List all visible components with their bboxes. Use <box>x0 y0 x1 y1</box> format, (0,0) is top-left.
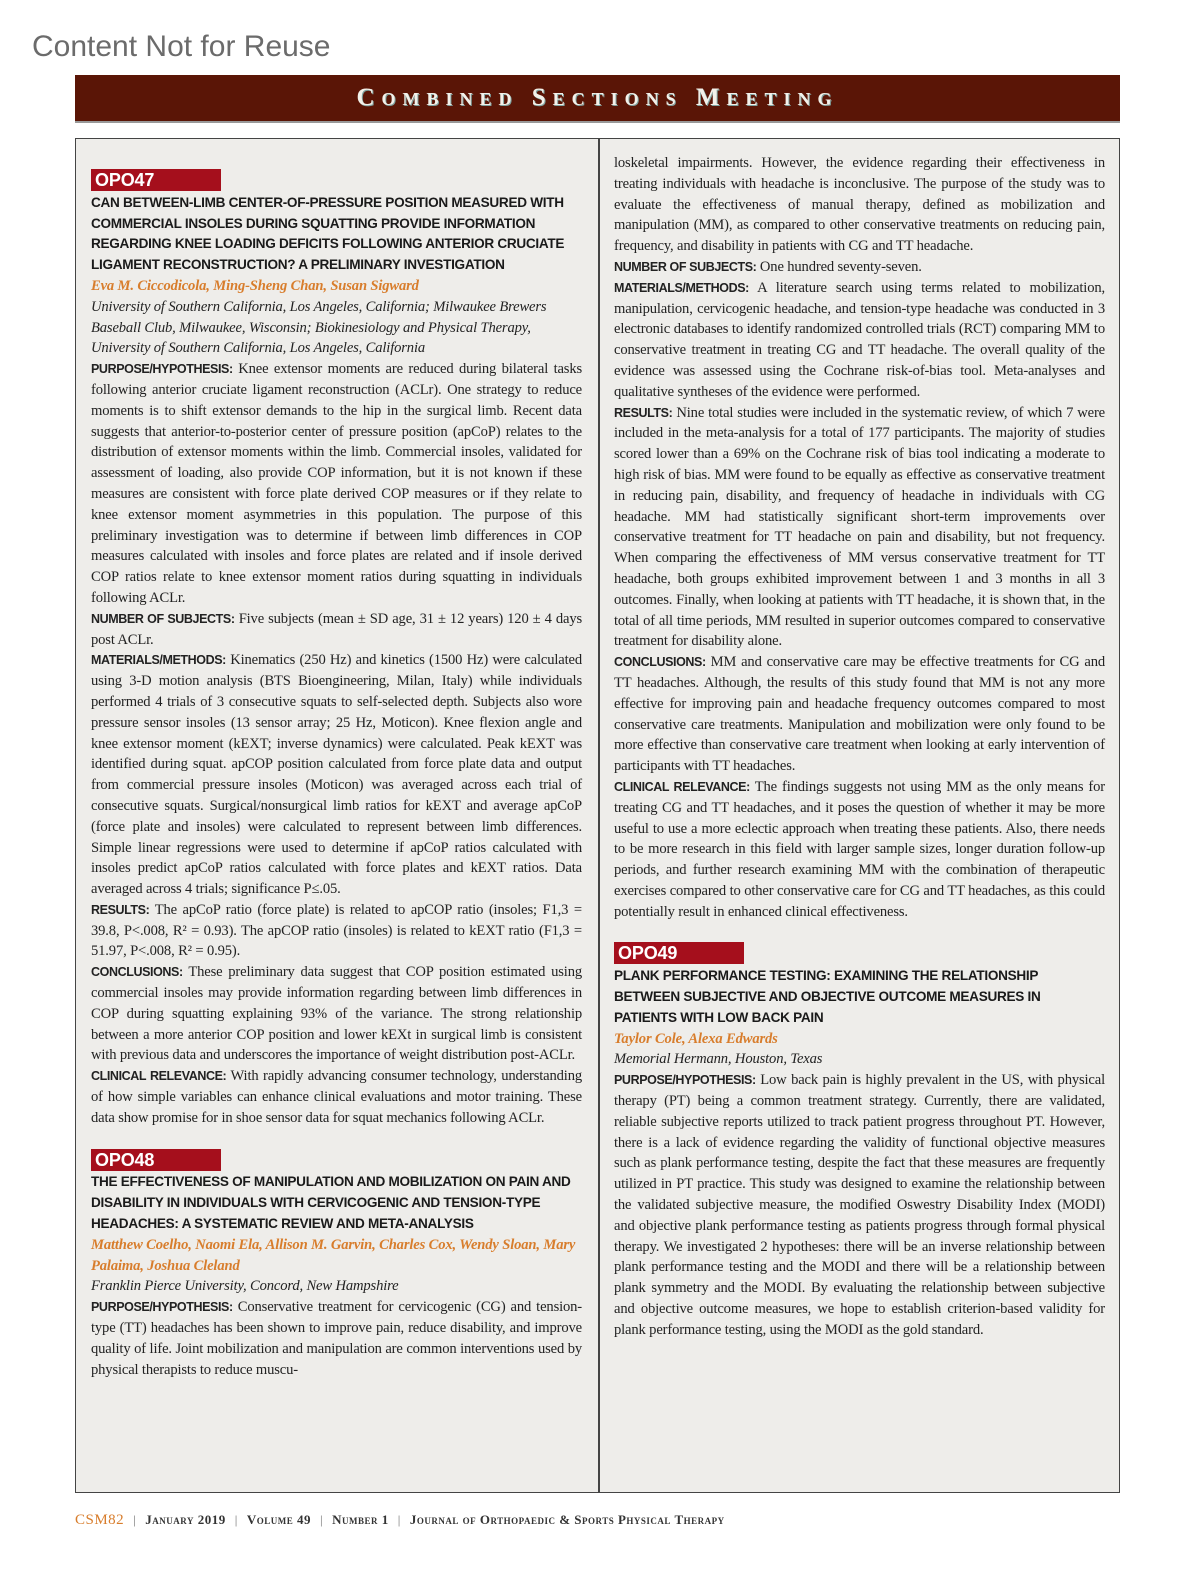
left-column <box>91 167 582 1380</box>
abstract-affiliation: Memorial Hermann, Houston, Texas <box>614 1051 823 1068</box>
section-label: RESULTS: <box>614 405 673 420</box>
issue-number: Number 1 <box>332 1512 389 1527</box>
right-column <box>614 153 1105 1341</box>
section-purpose <box>91 359 582 609</box>
journal-name: Journal of Orthopaedic & Sports Physical Therapy <box>409 1512 725 1527</box>
abstract-opo47 <box>91 167 582 1129</box>
section-purpose <box>614 1070 1105 1340</box>
section-label: NUMBER OF SUBJECTS: <box>91 611 235 626</box>
section-text: Nine total studies were included in the systematic review, of which 7 were included in the meta-analysis for a total of 177 participants. The majority of studies scored lower than a 69% on the Cochrane risk of bias tool indicating a moderate to high risk of bias. MM were found to be equally as effective as conservative treatment in reducing pain, disability, and frequency of headache in individuals with CG headache. MM had statistically significant short-term improvements over conservative treatment for TT headache on pain and disability, but not frequency. When comparing the effectiveness of MM versus conservative treatment for TT headache, both groups exhibited improvement between 1 and 3 months in all 3 outcomes. Finally, when looking at patients with TT headache, it is shown that, in the total of all time periods, MM resulted in superior outcomes compared to conservative treatment for disability alone. <box>614 404 1106 650</box>
section-text: Five subjects (mean ± SD age, 31 ± 12 years) 120 ± 4 days post ACLr. <box>91 610 583 648</box>
section-text: MM and conservative care may be effective treatments for CG and TT headaches. Although, the results of this study found that MM is not any more effective for improving pain and headache frequency outcomes compared to most conservative care treatments. Manipulation and mobilization were only found to be more effective than conservative care treatment when looking at early intervention of participants with TT headaches. <box>614 654 1105 775</box>
section-results <box>614 403 1105 653</box>
section-text: One hundred seventy-seven. <box>759 258 922 275</box>
section-subjects <box>614 257 1105 278</box>
abstract-tag: OPO48 <box>91 1149 221 1171</box>
banner-title: Combined Sections Meeting <box>356 84 839 111</box>
issue-date: January 2019 <box>145 1512 226 1527</box>
abstract-opo49 <box>614 940 1105 1340</box>
page-footer: CSM82 | January 2019 | Volume 49 | Number 1 | Journal of Orthopaedic & Sports Physical Therapy <box>75 1512 725 1528</box>
section-text: With rapidly advancing consumer technology, understanding of how simple variables can enhance clinical evaluations and motor training. These data show promise for in shoe sensor data for squat mechanics following ACLr. <box>91 1068 582 1126</box>
abstract-tag: OPO49 <box>614 942 744 964</box>
section-text: These preliminary data suggest that COP position estimated using commercial insoles may provide information regarding between limb differences in COP during squatting explaining 93% of the variance. The strong relationship between a more anterior COP position and lower kEXt in surgical limb is consistent with previous data and underscores the importance of weight distribution post-ACLr. <box>91 964 582 1064</box>
section-subjects <box>91 609 582 651</box>
section-purpose <box>91 1297 582 1380</box>
abstract-title: PLANK PERFORMANCE TESTING: EXAMINING THE RELATIONSHIP BETWEEN SUBJECTIVE AND OBJECTIVE OUTCOME MEASURES IN PATIENTS WITH LOW BACK PAIN <box>614 968 1041 1025</box>
column-divider <box>598 139 600 1492</box>
section-label: MATERIALS/METHODS: <box>91 653 226 668</box>
section-text: The findings suggests not using MM as the only means for treating CG and TT headaches, and it poses the question of whether it may be more useful to use a more eclectic approach when treating these patients. Also, there needs to be more research in this field with larger sample sizes, longer duration follow-up periods, and further research examining MM with the combination of therapeutic exercises compared to other conservative care for CG and TT headaches, as this could potentially result in enhanced clinical effectiveness. <box>614 778 1105 920</box>
abstract-title: CAN BETWEEN-LIMB CENTER-OF-PRESSURE POSITION MEASURED WITH COMMERCIAL INSOLES DURING SQUATTING PROVIDE INFORMATION REGARDING KNEE LOADING DEFICITS FOLLOWING ANTERIOR CRUCIATE LIGAMENT RECONSTRUCTION? A PRELIMINARY INVESTIGATION <box>91 194 565 273</box>
section-label: RESULTS: <box>91 902 150 917</box>
section-conclusions <box>614 652 1105 777</box>
abstract-opo48 <box>91 1147 582 1381</box>
section-text: Low back pain is highly prevalent in the US, with physical therapy (PT) being a common treatment strategy. Currently, there are validated, reliable subjective reports utilized to track patient progress throughout PT. However, there is a lack of evidence regarding the validity of functional objective measures such as plank performance testing, despite the fact that these measures are frequently utilized in PT practice. This study was designed to examine the relationship between the validated subjective measure, the modified Oswestry Disability Index (MODI) and objective plank performance testing as patients progress through formal physical therapy. We investigated 2 hypotheses: there will be an inverse relationship between plank performance testing and the MODI and there will be a relationship between plank symmetry and the MODI. By evaluating the relationship between subjective and objective outcome measures, we hope to establish criterion-based validity for plank performance testing, using the MODI as the gold standard. <box>614 1072 1105 1338</box>
section-label: MATERIALS/METHODS: <box>614 280 749 295</box>
abstract-authors: Matthew Coelho, Naomi Ela, Allison M. Garvin, Charles Cox, Wendy Sloan, Mary Palaima, Joshua Cleland <box>91 1236 576 1274</box>
section-methods <box>91 650 582 900</box>
abstract-title: THE EFFECTIVENESS OF MANIPULATION AND MOBILIZATION ON PAIN AND DISABILITY IN INDIVIDUALS WITH CERVICOGENIC AND TENSION-TYPE HEADACHES: A SYSTEMATIC REVIEW AND META-ANALYSIS <box>91 1174 571 1232</box>
section-label: CLINICAL RELEVANCE: <box>91 1069 227 1084</box>
page-number: CSM82 <box>75 1512 125 1528</box>
section-label: PURPOSE/HYPOTHESIS: <box>91 1300 233 1315</box>
section-relevance <box>614 777 1105 923</box>
section-text: A literature search using terms related to mobilization, manipulation, cervicogenic headache, and tension-type headache was conducted in 3 electronic databases to identify randomized controlled trials (RCT) comparing MM to conservative treatment in treating CG and TT headache. The overall quality of the evidence was assessed using the Cochrane risk-of-bias tool. Meta-analyses and qualitative syntheses of the evidence were performed. <box>614 279 1105 400</box>
watermark: Content Not for Reuse <box>32 30 331 63</box>
section-relevance <box>91 1066 582 1128</box>
section-text: Kinematics (250 Hz) and kinetics (1500 Hz) were calculated using 3-D motion analysis (BTS Bioengineering, Milan, Italy) while individuals performed 4 trials of 3 consecutive squats to self-selected depth. Subjects also wore pressure sensor insoles (13 sensor array; 25 Hz, Moticon). Knee flexion angle and knee extensor moment (kEXT; inverse dynamics) were calculated. Peak kEXT was identified during squat. apCOP position calculated from force plate data and output from commercial pressure insoles (Moticon) was averaged across each trial of consecutive squats. Surgical/nonsurgical limb ratios for kEXT and average apCoP (force plate and insoles) were calculated to represent between limb differences. Simple linear regressions were used to determine if apCoP ratios calculated with insoles predict apCoP ratios calculated with force plates and kEXT ratios. Data averaged across 4 trials; significance P≤.05. <box>91 652 583 898</box>
abstract-authors: Taylor Cole, Alexa Edwards <box>614 1030 778 1047</box>
abstract-affiliation: Franklin Pierce University, Concord, New Hampshire <box>91 1278 399 1295</box>
section-label: PURPOSE/HYPOTHESIS: <box>91 362 233 377</box>
abstract-tag: OPO47 <box>91 169 221 191</box>
section-label: CLINICAL RELEVANCE: <box>614 779 750 794</box>
section-banner <box>75 75 1120 123</box>
section-conclusions <box>91 962 582 1066</box>
section-label: CONCLUSIONS: <box>91 965 183 980</box>
section-text: Knee extensor moments are reduced during bilateral tasks following anterior cruciate ligament reconstruction (ACLr). One strategy to reduce moments is to shift extensor demands to the hip in the surgical limb. Recent data suggests that anterior-to-posterior center of pressure position (apCoP) relates to the distribution of extensor moments within the limb. Commercial insoles, validated for assessment of loading, also provide COP information, but it is not known if these measures are consistent with force plate derived COP measures or if they relate to knee extensor moment asymmetries in this population. The purpose of this preliminary investigation was to determine if between limb differences in COP measures calculated with insoles and force plates are related and if insole derived COP ratios relate to knee extensor moment ratios during squatting in individuals following ACLr. <box>91 361 583 606</box>
abstract-affiliation: University of Southern California, Los Angeles, California; Milwaukee Brewers Baseball Club, Milwaukee, Wisconsin; Biokinesiology and Physical Therapy, University of Southern California, Los Angeles, California <box>91 298 547 357</box>
section-methods <box>614 278 1105 403</box>
section-results <box>91 900 582 962</box>
volume: Volume 49 <box>246 1512 311 1527</box>
abstract-authors: Eva M. Ciccodicola, Ming-Sheng Chan, Susan Sigward <box>91 277 419 294</box>
continuation-text: loskeletal impairments. However, the evidence regarding their effectiveness in treating individuals with headache is inconclusive. The purpose of the study was to evaluate the effectiveness of manual therapy, defined as mobilization and manipulation (MM), as compared to other conservative treatments on reducing pain, frequency, and disability in patients with CG and TT headache. <box>614 155 1105 255</box>
section-text: Conservative treatment for cervicogenic (CG) and tension-type (TT) headaches has been shown to improve pain, reduce disability, and improve quality of life. Joint mobilization and manipulation are common interventions used by physical therapists to reduce muscu- <box>91 1299 583 1378</box>
section-label: NUMBER OF SUBJECTS: <box>614 259 757 274</box>
section-text: The apCoP ratio (force plate) is related to apCOP ratio (insoles; F1,3 = 39.8, P<.008, R² = 0.93). The apCOP ratio (insoles) is related to kEXT ratio (F1,3 = 51.97, P<.008, R² = 0.95). <box>91 901 582 960</box>
section-label: CONCLUSIONS: <box>614 655 706 670</box>
section-label: PURPOSE/HYPOTHESIS: <box>614 1073 756 1088</box>
content-box <box>75 138 1120 1493</box>
